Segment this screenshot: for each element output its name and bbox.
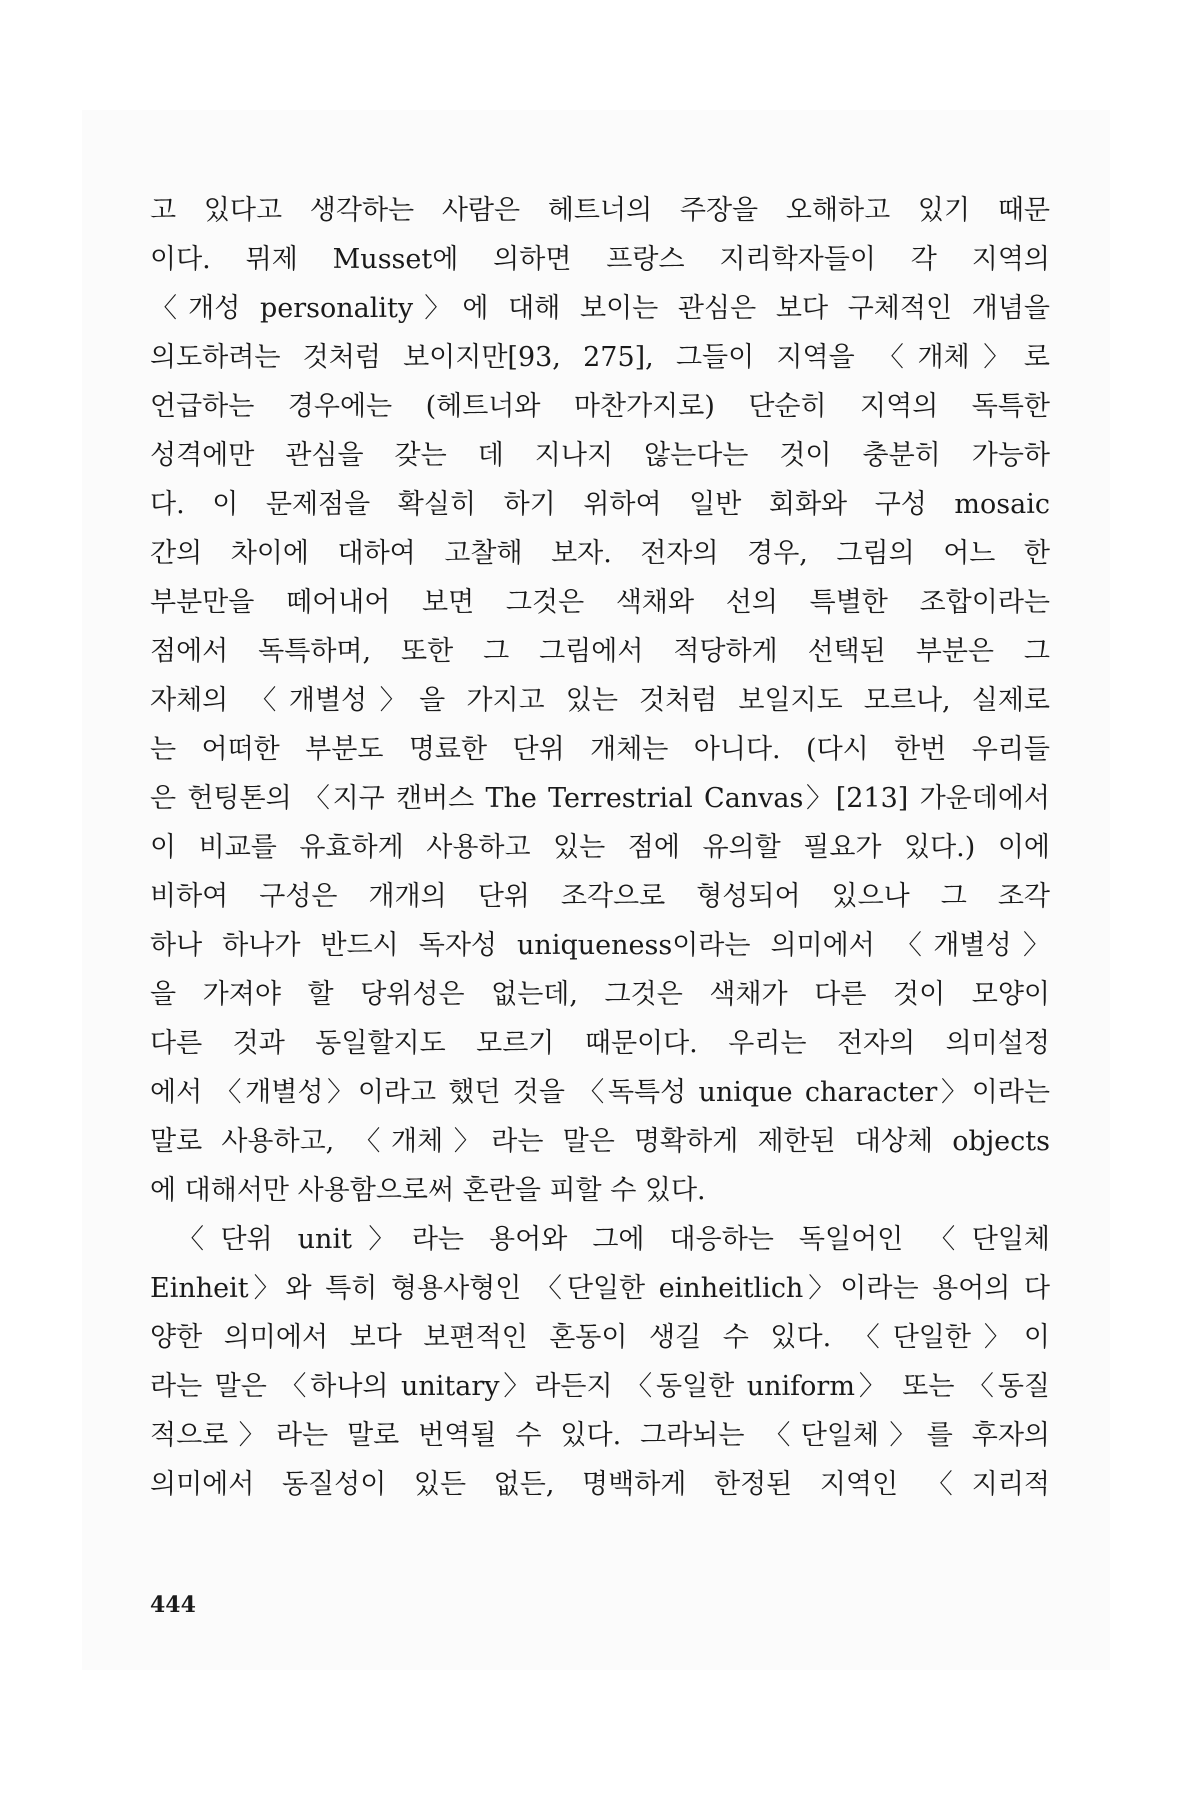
text-line: 성격에만 관심을 갖는 데 지나지 않는다는 것이 충분히 가능하	[150, 440, 1050, 471]
text-line: 말로 사용하고, 〈개체〉라는 말은 명확하게 제한된 대상체 objects	[150, 1126, 1050, 1157]
text-line: 의미에서 동질성이 있든 없든, 명백하게 한정된 지역인 〈지리적	[150, 1469, 1050, 1500]
text-line: 자체의 〈개별성〉을 가지고 있는 것처럼 보일지도 모르나, 실제로	[150, 685, 1050, 716]
text-line: 〈개성 personality〉에 대해 보이는 관심은 보다 구체적인 개념을	[150, 293, 1050, 324]
text-line: 라는 말은 〈하나의 unitary〉라든지 〈동일한 uniform〉 또는 〈동질	[150, 1371, 1050, 1402]
text-line: 이 비교를 유효하게 사용하고 있는 점에 유의할 필요가 있다.) 이에	[150, 832, 1050, 863]
text-line: 의도하려는 것처럼 보이지만[93, 275], 그들이 지역을 〈개체〉로	[150, 342, 1050, 373]
text-line: 적으로〉라는 말로 번역될 수 있다. 그라뇌는 〈단일체〉를 후자의	[150, 1420, 1050, 1451]
text-line: 이다. 뮈제 Musset에 의하면 프랑스 지리학자들이 각 지역의	[150, 244, 1050, 275]
text-line: 고 있다고 생각하는 사람은 헤트너의 주장을 오해하고 있기 때문	[150, 195, 1050, 226]
text-line: 양한 의미에서 보다 보편적인 혼동이 생길 수 있다. 〈단일한〉이	[150, 1322, 1050, 1353]
text-line: 다. 이 문제점을 확실히 하기 위하여 일반 회화와 구성 mosaic	[150, 489, 1050, 520]
text-line: 언급하는 경우에는 (헤트너와 마찬가지로) 단순히 지역의 독특한	[150, 391, 1050, 422]
body-text	[150, 186, 1050, 1509]
text-line: 에서 〈개별성〉이라고 했던 것을 〈독특성 unique character〉이라는	[150, 1077, 1050, 1108]
page-number: 444	[150, 1592, 196, 1618]
text-line: Einheit〉와 특히 형용사형인 〈단일한 einheitlich〉이라는 용어의 다	[150, 1273, 1050, 1304]
text-line: 하나 하나가 반드시 독자성 uniqueness이라는 의미에서 〈개별성〉	[150, 930, 1050, 961]
text-line: 간의 차이에 대하여 고찰해 보자. 전자의 경우, 그림의 어느 한	[150, 538, 1050, 569]
text-line: 부분만을 떼어내어 보면 그것은 색채와 선의 특별한 조합이라는	[150, 587, 1050, 618]
paragraph-end-line: 에 대해서만 사용함으로써 혼란을 피할 수 있다.	[150, 1175, 706, 1206]
text-line: 점에서 독특하며, 또한 그 그림에서 적당하게 선택된 부분은 그	[150, 636, 1050, 667]
text-line: 비하여 구성은 개개의 단위 조각으로 형성되어 있으나 그 조각	[150, 881, 1050, 912]
text-line: 은 헌팅톤의 〈지구 캔버스 The Terrestrial Canvas〉[213] 가운데에서	[150, 783, 1050, 814]
text-line: 는 어떠한 부분도 명료한 단위 개체는 아니다. (다시 한번 우리들	[150, 734, 1050, 765]
text-line: 다른 것과 동일할지도 모르기 때문이다. 우리는 전자의 의미설정	[150, 1028, 1050, 1059]
paragraph-start-line: 〈단위 unit〉라는 용어와 그에 대응하는 독일어인 〈단일체	[177, 1224, 1050, 1255]
text-line: 을 가져야 할 당위성은 없는데, 그것은 색채가 다른 것이 모양이	[150, 979, 1050, 1010]
